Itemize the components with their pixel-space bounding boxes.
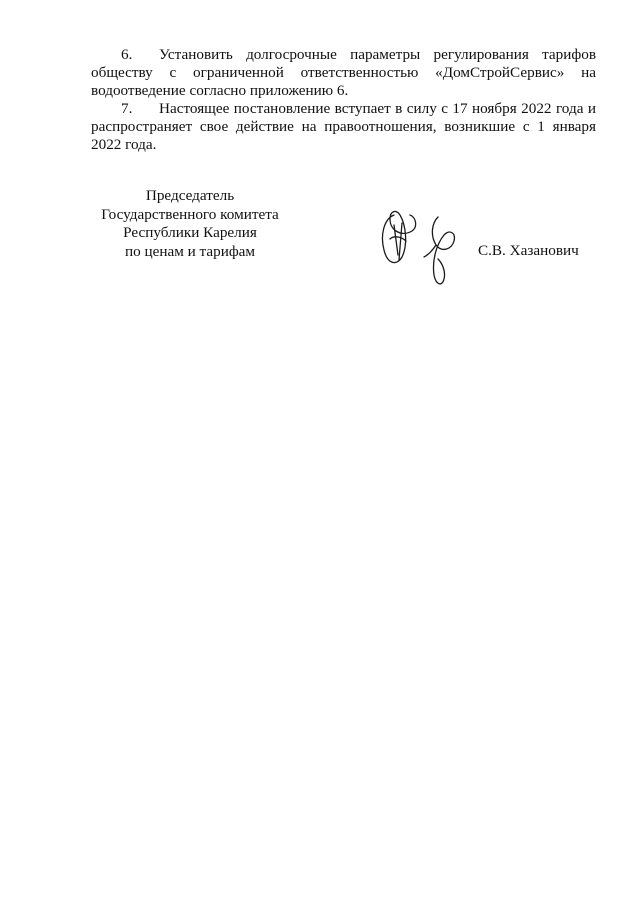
paragraph-number: 7. [121,100,133,117]
signatory-title-line: по ценам и тарифам [124,242,256,260]
signatory-title-line: Государственного комитета [101,205,279,223]
paragraph-6 [91,46,596,100]
signatory-title-line: Республики Карелия [123,224,257,241]
paragraph-number: 6. [121,46,133,63]
paragraph-7 [91,100,596,154]
handwritten-signature [372,205,477,290]
paragraph-text: Установить долгосрочные параметры регулирования тарифов обществу с ограниченной ответственностью «ДомСтройСервис» на водоотведение согласно приложению 6. [91,46,596,99]
signer-name: С.В. Хазанович [478,242,579,259]
paragraph-text: Настоящее постановление вступает в силу с 17 ноября 2022 года и распространяет свое действие на правоотношения, возникшие с 1 января 2022 года. [91,100,596,153]
signatory-title [90,187,290,261]
signatory-title-line: Председатель [145,187,235,204]
